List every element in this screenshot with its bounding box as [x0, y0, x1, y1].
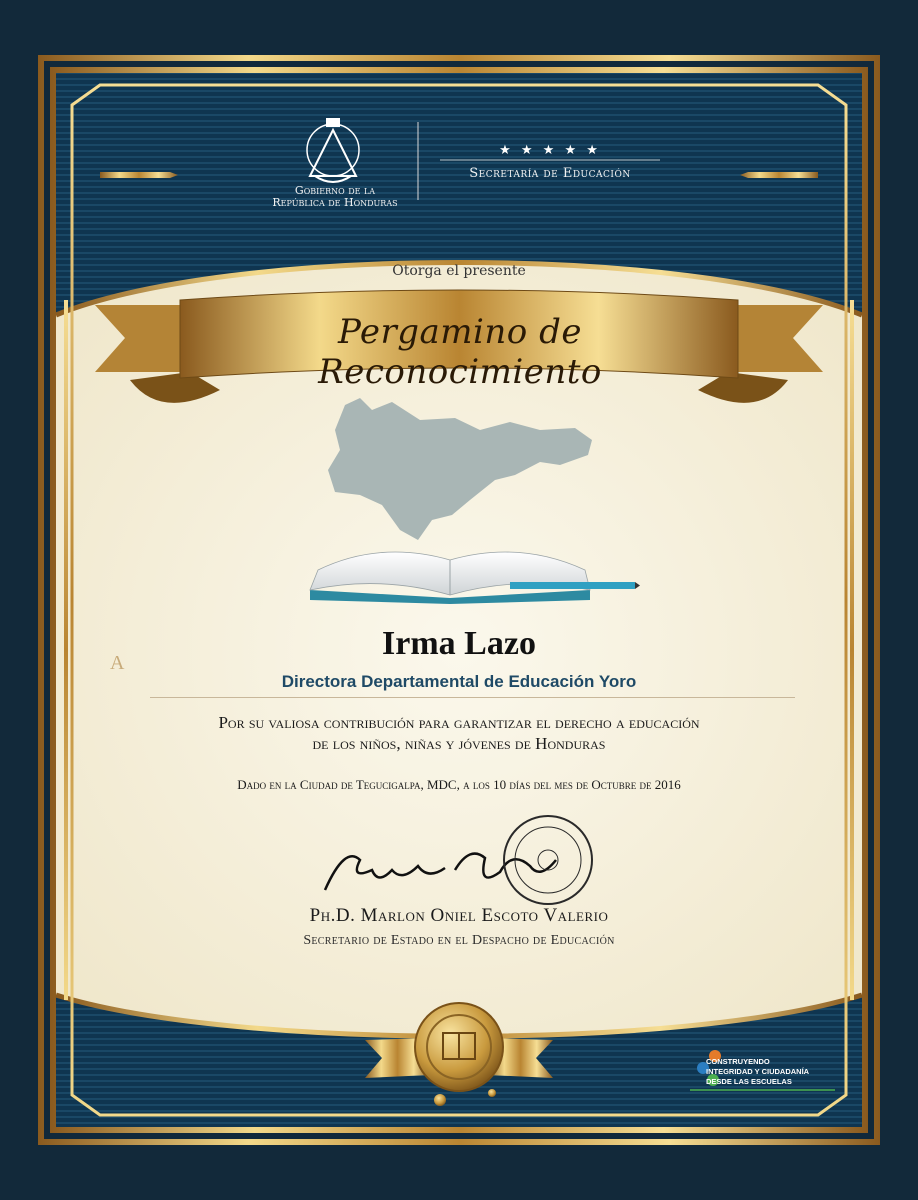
campaign-line-3: DESDE LAS ESCUELAS — [706, 1077, 792, 1086]
recognition-line-2: de los niños, niñas y jóvenes de Honduras — [312, 734, 606, 753]
recognition-text — [100, 712, 818, 754]
intro-text: Otorga el presente — [392, 263, 526, 279]
campaign-logo-text — [706, 1057, 826, 1087]
signer-title: Secretario de Estado en el Despacho de Educación — [303, 933, 615, 948]
campaign-line-2: INTEGRIDAD Y CIUDADANÍA — [706, 1067, 810, 1076]
recognition-line-1: Por su valiosa contribución para garantizar el derecho a educación — [218, 713, 700, 732]
secretariat-name: Secretaría de Educación — [469, 166, 631, 181]
divider — [150, 697, 795, 698]
header-stars: ★ ★ ★ ★ ★ — [499, 143, 601, 158]
government-line-1: Gobierno de la — [294, 184, 376, 197]
campaign-line-1: CONSTRUYENDO — [706, 1057, 770, 1066]
recipient-name: Irma Lazo — [382, 625, 536, 662]
date-place-text: Dado en la Ciudad de Tegucigalpa, MDC, a los 10 días del mes de Octubre de 2016 — [237, 777, 681, 792]
signer-name: Ph.D. Marlon Oniel Escoto Valerio — [309, 905, 609, 926]
government-line-2: República de Honduras — [272, 196, 398, 209]
government-name — [250, 185, 420, 209]
certificate-title: Pergamino de Reconocimiento — [318, 312, 602, 392]
recipient-role: Directora Departamental de Educación Yoro — [281, 672, 637, 691]
letter-mark: A — [110, 652, 125, 674]
